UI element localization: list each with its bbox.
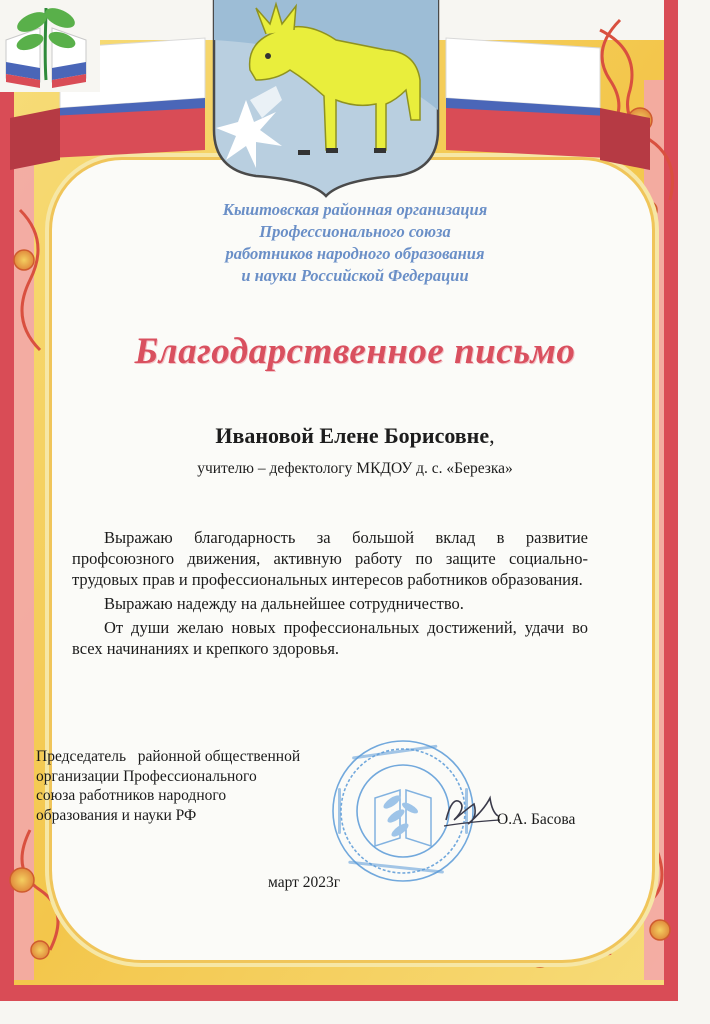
union-emblem-icon [0, 0, 100, 92]
moose-coat-of-arms-icon [206, 0, 446, 200]
signer-title-line: Председатель районной общественной [36, 748, 301, 765]
recipient-name-text: Ивановой Елене Борисовне [215, 423, 490, 448]
org-line: и науки Российской Федерации [241, 266, 469, 285]
recipient-position: учителю – дефектологу МКДОУ д. с. «Березка» [197, 460, 513, 477]
document-title: Благодарственное письмо [134, 331, 576, 372]
organization-header [120, 199, 590, 287]
body-paragraph: Выражаю благодарность за большой вклад в развитие профсоюзного движения, активную работу по защите социально-трудовых прав и профессиональных интересов работников образования. [72, 528, 588, 589]
body-paragraph: Выражаю надежду на дальнейшее сотрудничество. [104, 594, 464, 613]
signer-title-line: союза работников народного [36, 787, 227, 804]
handwritten-signature [438, 790, 504, 832]
signer-title-line: организации Профессионального [36, 767, 257, 785]
signer-title [36, 747, 346, 825]
org-line: Кыштовская районная организация [222, 200, 488, 219]
signer-name: О.А. Басова [497, 811, 576, 828]
signer-title-line: образования и науки РФ [36, 806, 197, 824]
body-paragraph: От души желаю новых профессиональных достижений, удачи во всех начинаниях и крепкого здоровья. [72, 618, 588, 658]
letter-body [72, 527, 588, 659]
org-line: работников народного образования [225, 244, 485, 263]
document-date: март 2023г [268, 874, 341, 891]
org-line: Профессионального союза [259, 222, 451, 241]
recipient-name: Ивановой Елене Борисовне, [215, 423, 495, 448]
